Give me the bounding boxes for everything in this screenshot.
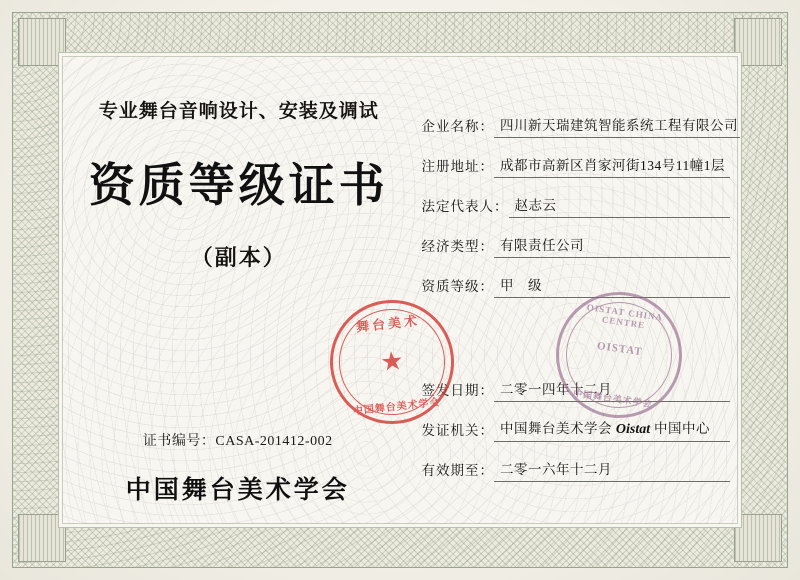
field-issue-date-label: 签发日期： — [421, 383, 495, 398]
field-qualification-grade — [422, 258, 730, 298]
issuing-society-name: 中国舞台美术学会 — [125, 477, 350, 504]
red-seal-bottom-text: 中国舞台美术学会 — [352, 397, 442, 418]
field-registered-address-value: 成都市高新区肖家河街134号11幢1层 — [494, 154, 730, 178]
field-economic-type — [422, 218, 730, 258]
field-legal-representative — [422, 178, 730, 218]
field-issuing-authority — [422, 402, 730, 442]
field-economic-type-label: 经济类型： — [421, 239, 495, 254]
field-gap — [422, 298, 730, 362]
certificate-content — [62, 56, 738, 524]
field-company-name-value: 四川新天瑞建筑智能系统工程有限公司 — [494, 114, 740, 138]
field-valid-until-value: 二零一六年十二月 — [494, 458, 730, 482]
field-valid-until-label: 有效期至： — [421, 463, 495, 478]
certificate-left-column — [62, 56, 414, 524]
certificate-number-label: 证书编号： — [142, 434, 216, 449]
certificate-number-line — [62, 430, 414, 450]
field-qualification-grade-value: 甲 级 — [494, 274, 730, 298]
field-registered-address — [422, 138, 730, 178]
field-company-name — [421, 98, 739, 138]
field-qualification-grade-label: 资质等级： — [421, 279, 495, 294]
field-issue-date-value: 二零一四年十二月 — [494, 378, 730, 402]
certificate-title: 资质等级证书 — [88, 160, 389, 211]
red-seal-top-text: 舞台美术 — [355, 312, 421, 335]
oistat-china-centre-label: 中国中心 — [654, 421, 710, 436]
field-registered-address-label: 注册地址： — [421, 159, 495, 174]
certificate-subtitle: 专业舞台音响设计、安装及调试 — [98, 101, 379, 122]
purple-seal-top-text: OISTAT CHINA CENTRE — [586, 302, 664, 331]
certificate-copy-label: （副本） — [190, 245, 287, 270]
purple-seal-middle-text: OISTAT — [596, 339, 644, 359]
oistat-wordmark: Oistat — [615, 422, 651, 437]
field-valid-until — [422, 442, 730, 482]
field-legal-representative-label: 法定代表人： — [421, 199, 509, 214]
field-company-name-label: 企业名称： — [421, 119, 495, 134]
purple-seal-bottom-text: 中国舞台美术学会 — [572, 388, 654, 410]
issuing-authority-name: 中国舞台美术学会 — [500, 421, 613, 436]
field-issuing-authority-label: 发证机关： — [421, 423, 495, 438]
star-icon: ★ — [378, 345, 406, 378]
field-economic-type-value: 有限责任公司 — [494, 234, 730, 258]
field-legal-representative-value: 赵志云 — [509, 194, 730, 218]
certificate-right-column — [414, 56, 738, 524]
field-issuing-authority-value — [494, 417, 730, 442]
field-issue-date — [422, 362, 730, 402]
certificate-number-value: CASA-201412-002 — [215, 434, 333, 449]
